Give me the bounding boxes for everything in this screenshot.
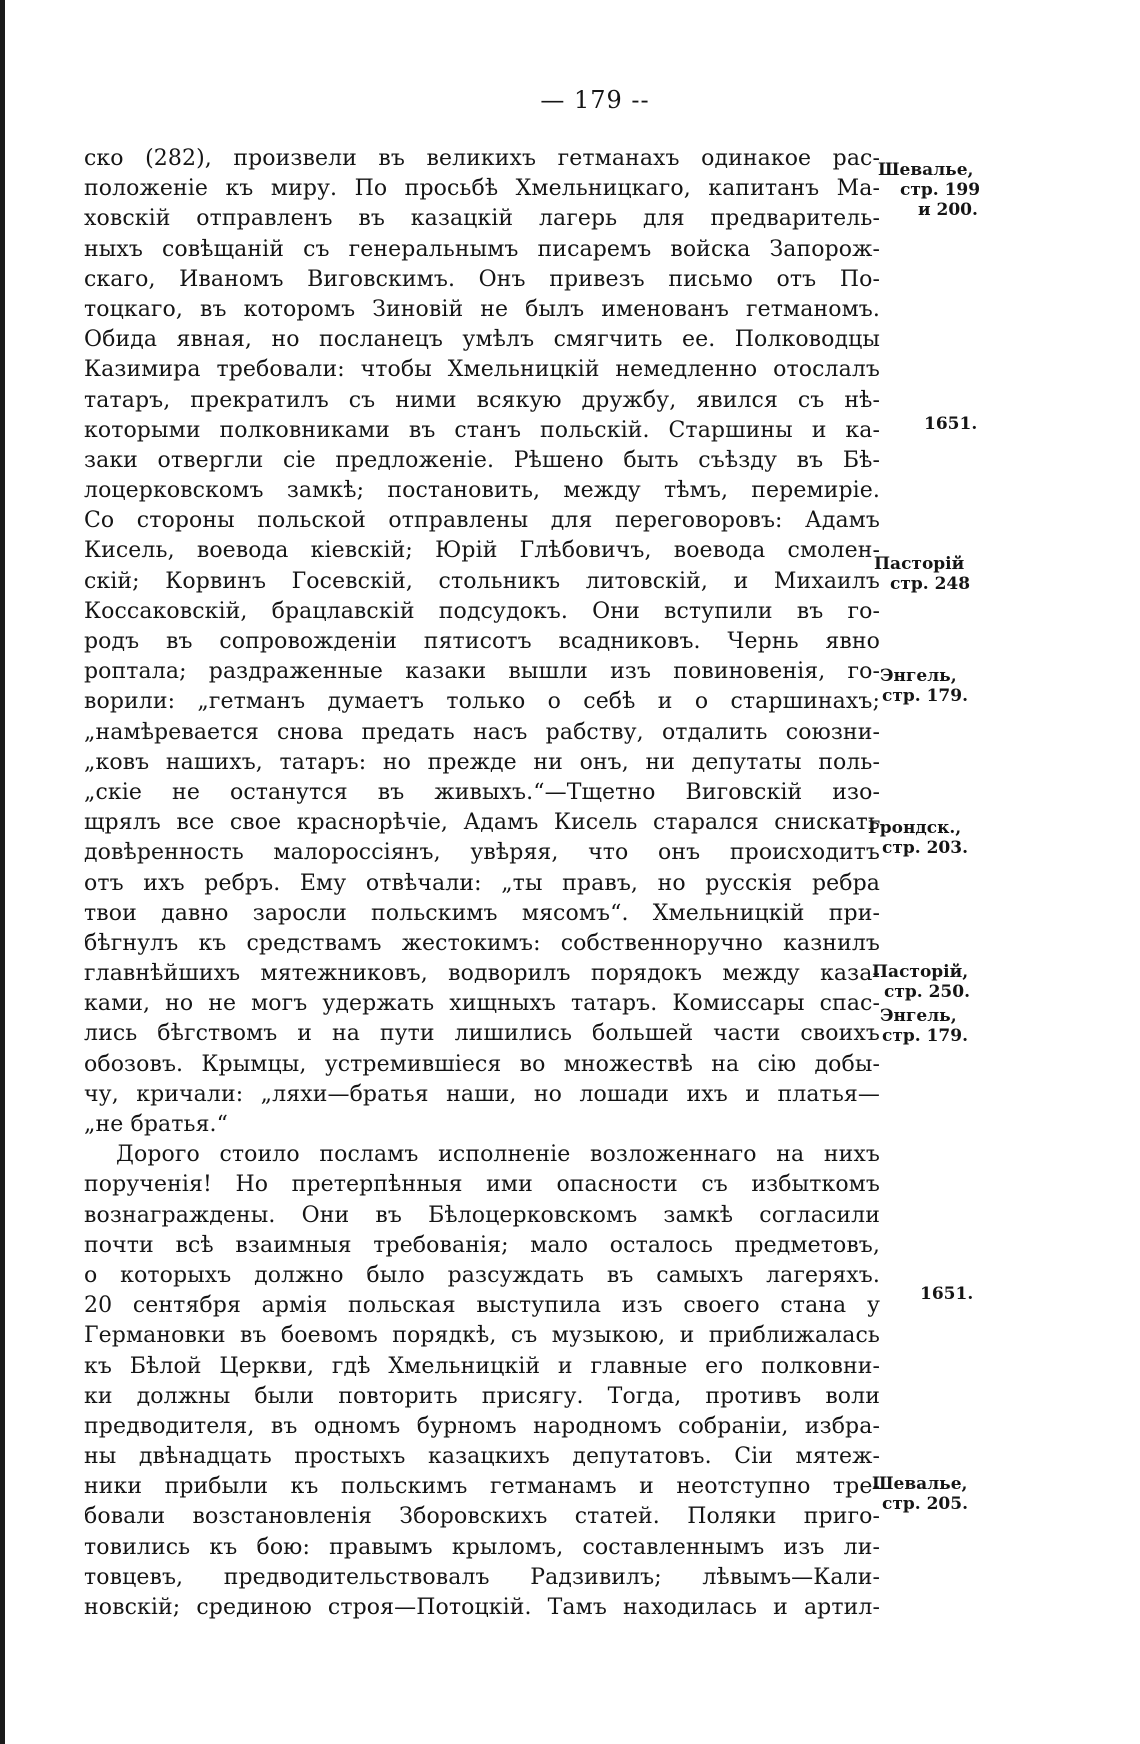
text-line: предводителя, въ одномъ бурномъ народномъ собраніи, избра-	[84, 1413, 880, 1439]
text-line: положеніе къ миру. По просьбѣ Хмельницкаго, капитанъ Ма-	[84, 176, 880, 202]
body-text	[84, 144, 880, 1623]
text-line: Казимира требовали: чтобы Хмельницкій немедленно отослалъ	[84, 357, 880, 383]
text-line: товились къ бою: правымъ крыломъ, составленнымъ изъ ли-	[84, 1534, 880, 1560]
margin-note: Шевалье, стр. 205.	[872, 1474, 969, 1514]
text-line: заки отвергли сіе предложеніе. Рѣшено быть съѣзду въ Бѣ-	[84, 447, 880, 473]
text-line: ны двѣнадцать простыхъ казацкихъ депутатовъ. Сіи мятеж-	[84, 1444, 880, 1470]
text-line: „ковъ нашихъ, татаръ: но прежде ни онъ, ни депутаты поль-	[84, 749, 880, 775]
text-line: порученія! Но претерпѣнныя ими опасности съ избыткомъ	[84, 1172, 880, 1198]
text-line: твои давно заросли польскимъ мясомъ“. Хмельницкій при-	[84, 900, 880, 926]
text-line: Дорого стоило посламъ исполненіе возложеннаго на нихъ	[116, 1142, 880, 1168]
text-line: щрялъ все свое краснорѣчіе, Адамъ Кисель старался снискать	[84, 810, 880, 836]
text-line: ники прибыли къ польскимъ гетманамъ и неотступно тре-	[84, 1474, 880, 1500]
text-line: ворили: „гетманъ думаетъ только о себѣ и о старшинахъ;	[84, 689, 880, 715]
text-line: ныхъ совѣщаній съ генеральнымъ писаремъ войска Запорож-	[84, 236, 880, 262]
text-line: къ Бѣлой Церкви, гдѣ Хмельницкій и главные его полковни-	[84, 1353, 880, 1379]
page-number: — 179 --	[540, 86, 650, 114]
text-line: обозовъ. Крымцы, устремившіеся во множествѣ на сію добы-	[84, 1051, 880, 1077]
text-line: ками, но не могъ удержать хищныхъ татаръ. Комиссары спас-	[84, 991, 880, 1017]
binding-edge	[0, 0, 5, 1744]
text-line: татаръ, прекратилъ съ ними всякую дружбу, явился съ нѣ-	[84, 387, 880, 413]
text-line: ки должны были повторить присягу. Тогда, противъ воли	[84, 1383, 880, 1409]
text-line: вознаграждены. Они въ Бѣлоцерковскомъ замкѣ согласили	[84, 1202, 880, 1228]
text-line: скаго, Иваномъ Виговскимъ. Онъ привезъ письмо отъ По-	[84, 266, 880, 292]
margin-note: 1651.	[920, 1284, 974, 1304]
text-line: Обида явная, но посланецъ умѣлъ смягчить ее. Полководцы	[84, 327, 880, 353]
text-line: ховскій отправленъ въ казацкій лагерь для предваритель-	[84, 206, 880, 232]
text-line: товцевъ, предводительствовалъ Радзивилъ; лѣвымъ—Кали-	[84, 1564, 880, 1590]
text-line: которыми полковниками въ станъ польскій. Старшины и ка-	[84, 417, 880, 443]
text-line: 20 сентября армія польская выступила изъ своего стана у	[84, 1293, 880, 1319]
text-line: „не братья.“	[84, 1112, 228, 1137]
margin-note: Пасторій стр. 248	[874, 554, 971, 594]
text-line: Коссаковскій, брацлавскій подсудокъ. Они вступили въ го-	[84, 598, 880, 624]
text-line: лоцерковскомъ замкѣ; постановить, между тѣмъ, перемиріе.	[84, 478, 880, 504]
text-line: бовали возстановленія Зборовскихъ статей. Поляки приго-	[84, 1504, 880, 1530]
text-line: роптала; раздраженные казаки вышли изъ повиновенія, го-	[84, 659, 880, 685]
text-line: Кисель, воевода кіевскій; Юрій Глѣбовичъ, воевода смолен-	[84, 538, 880, 564]
text-line: довѣренность малороссіянъ, увѣряя, что онъ происходитъ	[84, 840, 880, 866]
margin-note: Энгель, стр. 179.	[880, 666, 969, 706]
margin-note: Энгель, стр. 179.	[880, 1006, 969, 1046]
text-line: лись бѣгствомъ и на пути лишились большей части своихъ	[84, 1021, 880, 1047]
text-line: „намѣревается снова предать насъ рабству, отдалить союзни-	[84, 719, 880, 745]
text-line: почти всѣ взаимныя требованія; мало осталось предметовъ,	[84, 1232, 880, 1258]
text-line: родъ въ сопровожденіи пятисотъ всадниковъ. Чернь явно	[84, 629, 880, 654]
text-line: тоцкаго, въ которомъ Зиновій не былъ именованъ гетманомъ.	[84, 296, 880, 322]
text-line: чу, кричали: „ляхи—братья наши, но лошади ихъ и платья—	[84, 1081, 880, 1107]
text-line: ско (282), произвели въ великихъ гетманахъ одинакое рас-	[84, 146, 880, 171]
margin-note: Шевалье, стр. 199 и 200.	[878, 160, 981, 220]
text-line: о которыхъ должно было разсуждать въ самыхъ лагеряхъ.	[84, 1262, 880, 1288]
text-line: „скіе не останутся въ живыхъ.“—Тщетно Виговскій изо-	[84, 779, 880, 805]
text-line: Германовки въ боевомъ порядкѣ, съ музыкою, и приближалась	[84, 1323, 880, 1349]
text-line: отъ ихъ ребръ. Ему отвѣчали: „ты правъ, но русскія ребра	[84, 870, 880, 896]
text-line: бѣгнулъ къ средствамъ жестокимъ: собственноручно казнилъ	[84, 930, 880, 956]
margin-note: Грондск., стр. 203.	[868, 818, 969, 858]
text-line: новскій; срединою строя—Потоцкій. Тамъ находилась и артил-	[84, 1595, 880, 1620]
text-line: главнѣйшихъ мятежниковъ, водворилъ порядокъ между каза-	[84, 961, 880, 987]
text-line: скій; Корвинъ Госевскій, стольникъ литовскій, и Михаилъ	[84, 568, 880, 594]
margin-note: 1651.	[924, 414, 978, 434]
text-line: Со стороны польской отправлены для переговоровъ: Адамъ	[84, 508, 880, 534]
margin-note: Пасторій, стр. 250.	[872, 962, 971, 1002]
